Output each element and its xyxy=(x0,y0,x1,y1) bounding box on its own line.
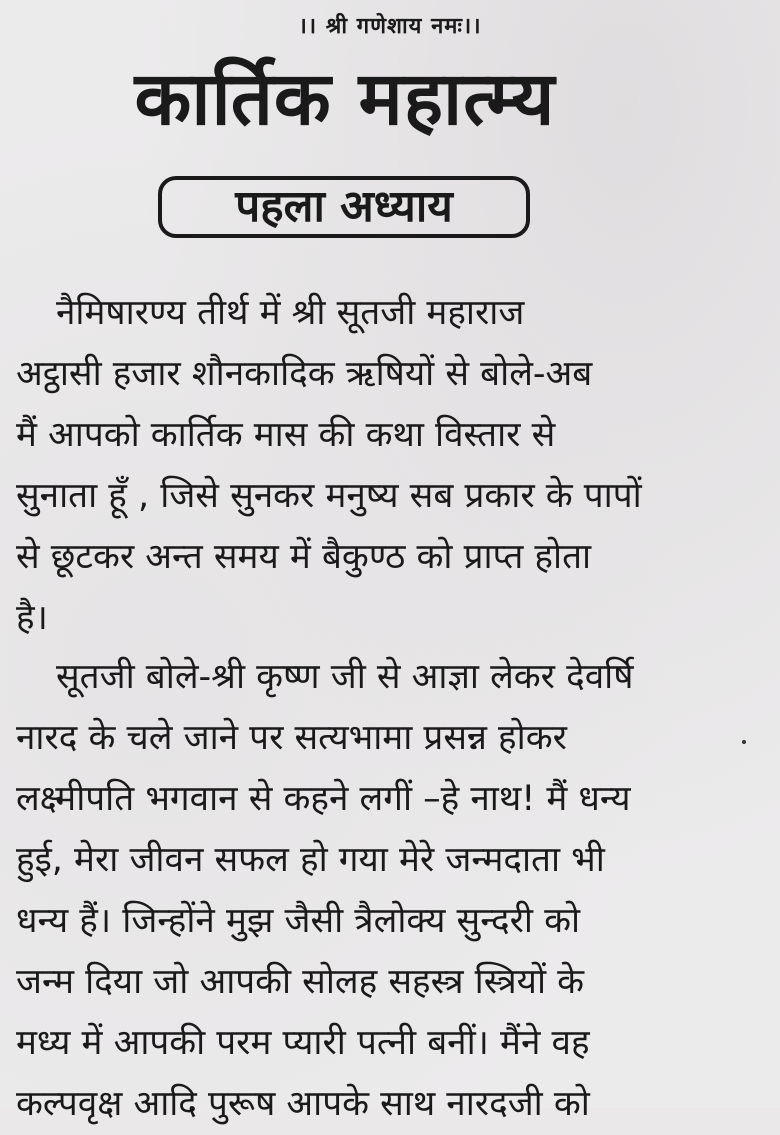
text-line: लक्ष्मीपति भगवान से कहने लगीं –हे नाथ! मैं धन्य xyxy=(16,779,631,819)
text-line: जन्म दिया जो आपकी सोलह सहस्त्र स्त्रियों के xyxy=(16,962,585,1002)
ink-speck xyxy=(742,740,746,744)
text-line: से छूटकर अन्त समय में बैकुण्ठ को प्राप्त होता xyxy=(16,537,592,577)
invocation-line: ।। श्री गणेशाय नमः।। xyxy=(298,14,482,39)
text-line: धन्य हैं। जिन्होंने मुझ जैसी त्रैलोक्य सुन्दरी को xyxy=(16,901,581,941)
text-line: सूतजी बोले-श्री कृष्ण जी से आज्ञा लेकर देवर्षि xyxy=(56,657,634,697)
page-title: कार्तिक महात्म्य xyxy=(134,56,556,142)
text-line: है। xyxy=(16,598,48,638)
text-line: हुई, मेरा जीवन सफल हो गया मेरे जन्मदाता भी xyxy=(16,840,605,880)
text-line: मध्य में आपकी परम प्यारी पत्नी बनीं। मैंने वह xyxy=(16,1023,590,1063)
text-line: मैं आपको कार्तिक मास की कथा विस्तार से xyxy=(16,415,556,455)
text-line: कल्पवृक्ष आदि पुरूष आपके साथ नारदजी को xyxy=(16,1084,590,1124)
chapter-heading-box xyxy=(158,176,530,238)
paragraph-1 xyxy=(16,283,688,649)
text-line: नैमिषारण्य तीर्थ में श्री सूतजी महाराज xyxy=(56,293,525,333)
chapter-heading: पहला अध्याय xyxy=(235,181,453,232)
text-line: नारद के चले जाने पर सत्यभामा प्रसन्न होकर xyxy=(16,718,567,758)
paragraph-2 xyxy=(16,647,688,1135)
text-line: सुनाता हूँ , जिसे सुनकर मनुष्य सब प्रकार के पापों xyxy=(16,476,642,516)
text-line: अट्ठासी हजार शौनकादिक ऋषियों से बोले-अब xyxy=(16,354,593,394)
